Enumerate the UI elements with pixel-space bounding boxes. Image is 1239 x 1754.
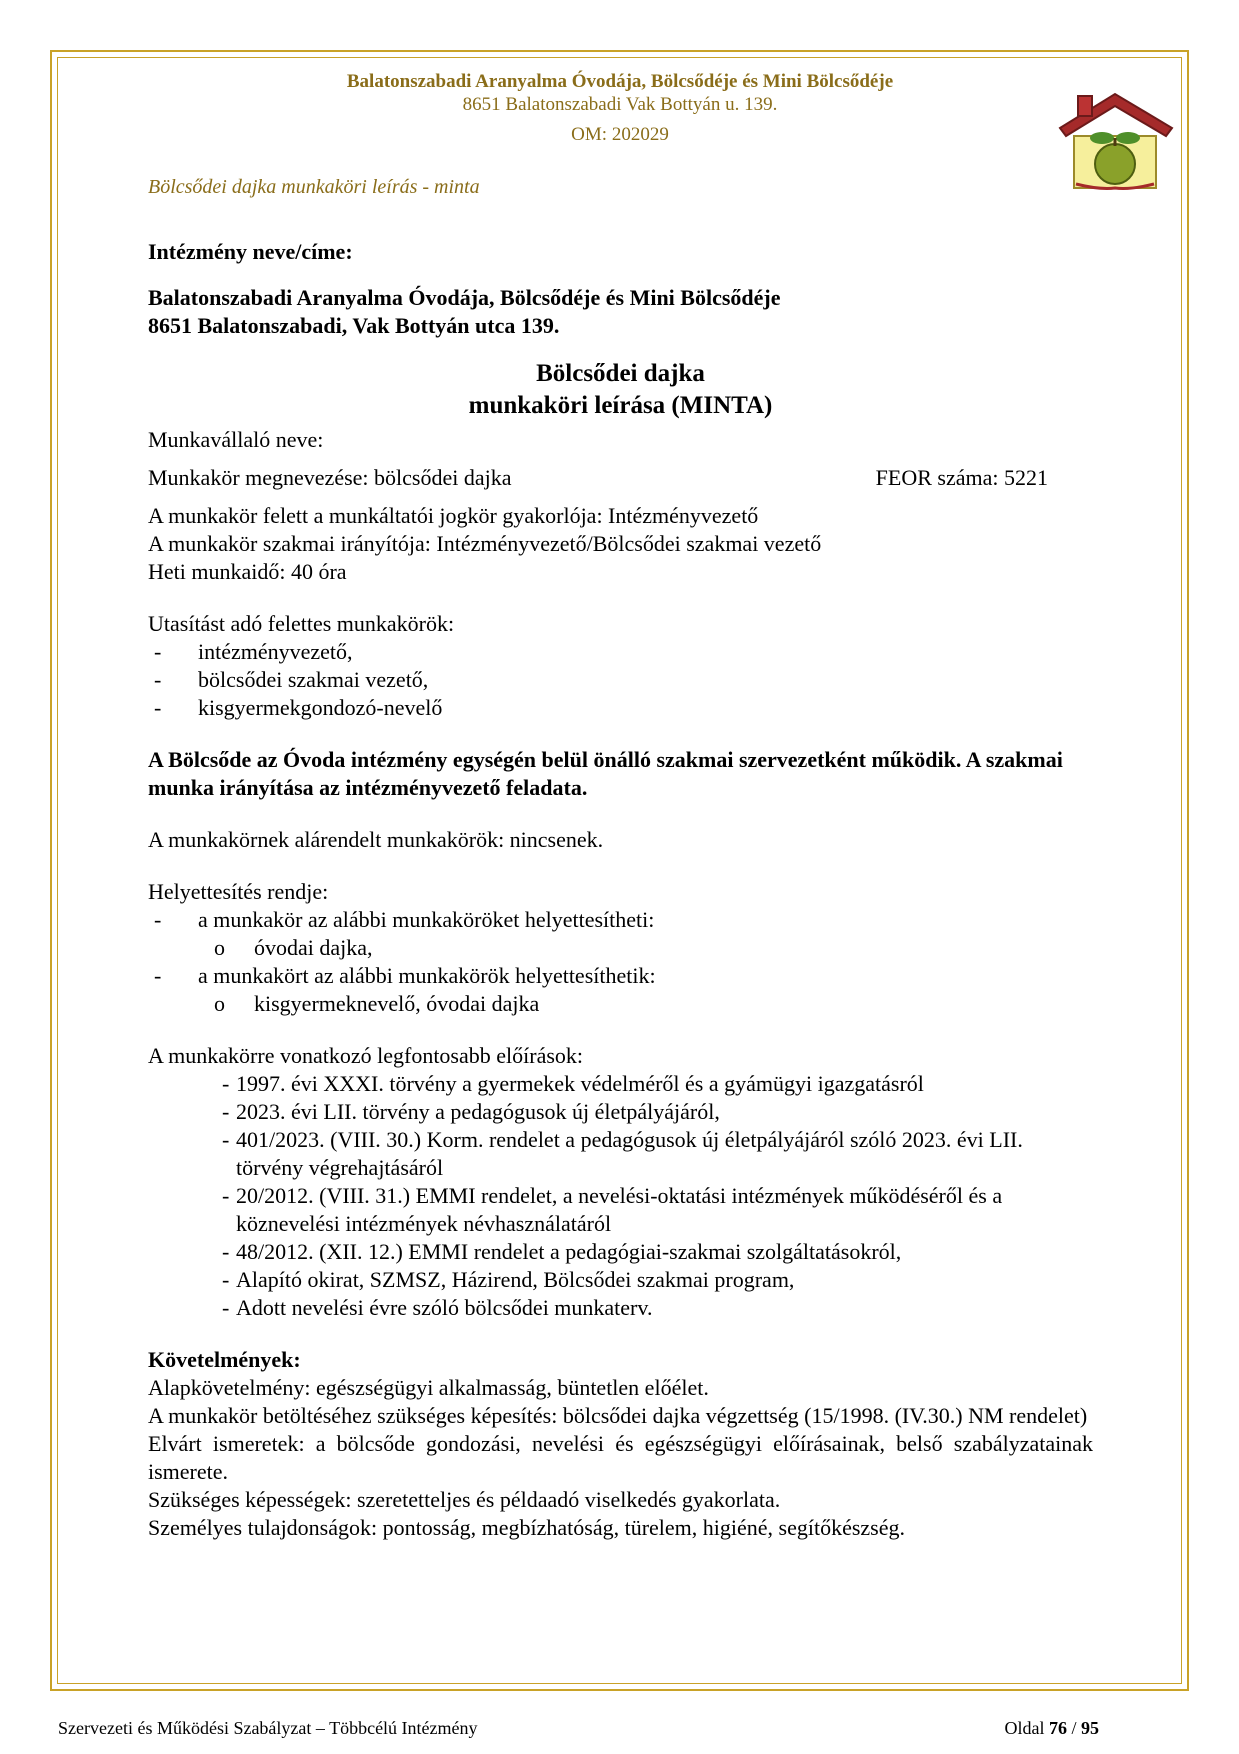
- substitution-label: Helyettesítés rendje:: [148, 879, 329, 904]
- page-title: [148, 358, 1093, 422]
- letterhead-address: 8651 Balatonszabadi Vak Bottyán u. 139.: [462, 94, 778, 115]
- title-line-1: Bölcsődei dajka: [536, 360, 705, 387]
- list-item: - 1997. évi XXXI. törvény a gyermekek védelméről és a gyámügyi igazgatásról: [222, 1071, 924, 1096]
- job-title-row: [148, 464, 1093, 492]
- requirement-traits: Személyes tulajdonságok: pontosság, megbízhatóság, türelem, higiéné, segítőkészség.: [148, 1515, 905, 1540]
- document-subtitle: Bölcsődei dajka munkaköri leírás - minta: [148, 176, 480, 198]
- weekly-hours: Heti munkaidő: 40 óra: [148, 559, 347, 584]
- page-footer: [58, 1718, 1099, 1739]
- roof-apple-logo-icon: [1050, 80, 1180, 200]
- letterhead-institution: Balatonszabadi Aranyalma Óvodája, Bölcsődéje és Mini Bölcsődéje: [346, 71, 894, 92]
- requirement-qualification: A munkakör betöltéséhez szükséges képesítés: bölcsődei dajka végzettség (15/1998. (IV.30.) NM rendelet): [148, 1403, 1088, 1428]
- list-item: - 20/2012. (VIII. 31.) EMMI rendelet, a nevelési-oktatási intézmények működéséről és a köznevelési intézmények névhasználatáról: [222, 1183, 1003, 1236]
- list-item: - Adott nevelési évre szóló bölcsődei munkaterv.: [222, 1295, 653, 1320]
- requirement-skills: Szükséges képességek: szeretetteljes és példaadó viselkedés gyakorlata.: [148, 1487, 781, 1512]
- list-item: - Alapító okirat, SZMSZ, Házirend, Bölcsődei szakmai program,: [222, 1267, 795, 1292]
- list-item: - bölcsődei szakmai vezető,: [154, 667, 429, 692]
- subordinates: A munkakörnek alárendelt munkakörök: nincsenek.: [148, 827, 604, 852]
- list-item: - intézményvezető,: [154, 639, 353, 664]
- employer-rights: A munkakör felett a munkáltatói jogkör gyakorlója: Intézményvezető: [148, 503, 759, 528]
- list-item: - 48/2012. (XII. 12.) EMMI rendelet a pedagógiai-szakmai szolgáltatásokról,: [222, 1239, 902, 1264]
- institution-name: Balatonszabadi Aranyalma Óvodája, Bölcsődéje és Mini Bölcsődéje: [148, 285, 781, 310]
- list-item: - kisgyermekgondozó-nevelő: [154, 695, 443, 720]
- page-number: Oldal 76 / 95: [1004, 1718, 1099, 1738]
- feor-number: FEOR száma: 5221: [875, 465, 1048, 490]
- letterhead: [140, 70, 1100, 146]
- list-item: - a munkakört az alábbi munkakörök helyettesíthetik:: [154, 963, 656, 988]
- list-item: - 2023. évi LII. törvény a pedagógusok új életpályájáról,: [222, 1099, 720, 1124]
- requirement-knowledge: Elvárt ismeretek: a bölcsőde gondozási, nevelési és egészségügyi előírásainak, belső szabályzatainak ismerete.: [148, 1431, 1093, 1484]
- superiors-label: Utasítást adó felettes munkakörök:: [148, 611, 455, 636]
- list-item: o óvodai dajka,: [214, 935, 373, 960]
- regulations-label: A munkakörre vonatkozó legfontosabb előírások:: [148, 1043, 584, 1068]
- document-body: [148, 238, 1093, 1542]
- institution-address: 8651 Balatonszabadi, Vak Bottyán utca 139.: [148, 313, 560, 338]
- professional-lead: A munkakör szakmai irányítója: Intézményvezető/Bölcsődei szakmai vezető: [148, 531, 822, 556]
- requirements-label: Követelmények:: [148, 1347, 301, 1372]
- job-title: Munkakör megnevezése: bölcsődei dajka: [148, 465, 512, 490]
- employee-name-field: Munkavállaló neve:: [148, 427, 324, 452]
- institution-label: Intézmény neve/címe:: [148, 239, 353, 264]
- letterhead-om: OM: 202029: [571, 124, 669, 145]
- list-item: o kisgyermeknevelő, óvodai dajka: [214, 991, 540, 1016]
- list-item: - 401/2023. (VIII. 30.) Korm. rendelet a pedagógusok új életpályájáról szóló 2023. évi LII. törvény végrehajtásáról: [222, 1127, 1023, 1180]
- footer-title: Szervezeti és Működési Szabályzat – Többcélú Intézmény: [58, 1718, 478, 1738]
- requirement-basic: Alapkövetelmény: egészségügyi alkalmasság, büntetlen előélet.: [148, 1375, 709, 1400]
- bold-note: A Bölcsőde az Óvoda intézmény egységén belül önálló szakmai szervezetként működik. A szakmai munka irányítása az intézményvezető feladata.: [148, 747, 1063, 800]
- list-item: - a munkakör az alábbi munkaköröket helyettesítheti:: [154, 907, 655, 932]
- title-line-2: munkaköri leírása (MINTA): [468, 392, 773, 419]
